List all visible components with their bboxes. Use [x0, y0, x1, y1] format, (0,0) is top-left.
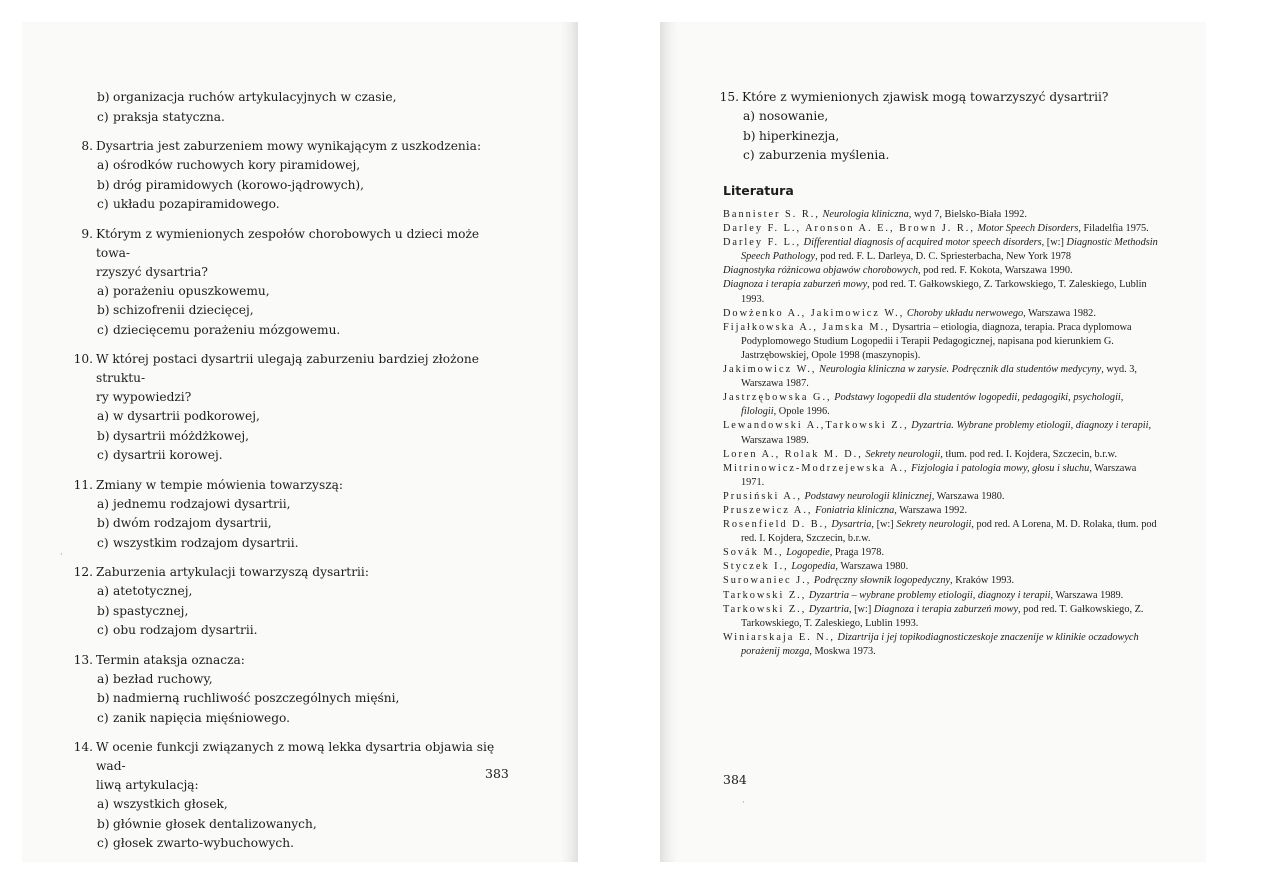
question-7-continuation	[77, 88, 517, 127]
option-letter: c)	[97, 197, 109, 211]
reference-title: Diagnoza i terapia zaburzeń mowy	[723, 279, 868, 291]
option-text: obu rodzajom dysartrii.	[113, 623, 258, 637]
reference-author: Fijałkowska A., Jamska M.,	[723, 321, 890, 333]
option-letter: c)	[97, 710, 109, 725]
question-number: 13.	[73, 652, 93, 667]
reference-detail: , wyd 7, Bielsko-Biała 1992.	[908, 209, 1027, 220]
reference-author: Rosenfield D. B.,	[723, 519, 829, 531]
reference-detail: , [w:]	[871, 519, 897, 531]
reference-author: Prusiński A.,	[723, 490, 802, 502]
reference-detail: , Warszawa 1980.	[931, 490, 1005, 502]
reference-detail: , Praga 1978.	[829, 547, 885, 559]
reference-entry	[723, 363, 1159, 391]
question-stem	[73, 476, 517, 495]
reference-detail: , [w:]	[848, 603, 874, 615]
question-number: 10.	[73, 352, 93, 366]
option-text: atetotycznej,	[113, 584, 193, 598]
reference-entry	[723, 391, 1159, 419]
question-text-line: Którym z wymienionych zespołów chorobowych u dzieci może towa-	[96, 226, 480, 260]
question-15	[719, 88, 1159, 166]
answer-option	[97, 88, 517, 108]
question-text-line: W której postaci dysartrii ulegają zaburzeniu bardziej złożone struktu-	[96, 352, 479, 385]
question-number: 12.	[73, 565, 93, 579]
reference-title: Diagnoza i terapia zaburzeń mowy	[873, 603, 1019, 615]
reference-author: Jastrzębowska G.,	[723, 392, 832, 404]
reference-title: Differential diagnosis of acquired motor speech disorders	[803, 237, 1042, 249]
option-text: dysartrii korowej.	[113, 448, 223, 462]
question-number: 11.	[73, 477, 93, 492]
option-text: schizofrenii dziecięcej,	[113, 303, 254, 317]
option-letter: b)	[97, 177, 110, 192]
reference-title: Choroby układu nerwowego	[906, 307, 1024, 319]
reference-entry	[723, 603, 1159, 631]
option-text: dysartrii móżdżkowej,	[113, 428, 249, 443]
reference-detail: , Warszawa 1992.	[894, 504, 968, 516]
question-text-line: Termin ataksja oznacza:	[96, 652, 245, 667]
question-text: Które z wymienionych zjawisk mogą towarzyszyć dysartrii?	[742, 90, 1109, 104]
option-letter: a)	[97, 584, 110, 598]
option-text: ośrodków ruchowych kory piramidowej,	[113, 158, 361, 172]
reference-entry	[723, 208, 1159, 222]
reference-title: Dizartrija i jej topikodiagnosticzeskoje znaczenije w klinikie oczadowych porażenij mozga	[741, 631, 1139, 657]
option-text: spastycznej,	[113, 603, 189, 618]
option-letter: b)	[97, 816, 110, 831]
question-number: 8.	[81, 139, 93, 153]
option-text: głównie głosek dentalizowanych,	[113, 816, 317, 831]
option-letter: a)	[97, 496, 110, 511]
option-letter: c)	[743, 148, 755, 162]
option-text: dwóm rodzajom dysartrii,	[113, 516, 272, 530]
answer-option	[97, 834, 517, 854]
option-letter: a)	[743, 109, 756, 123]
scan-speck: ·	[60, 550, 63, 560]
reference-title: Neurologia kliniczna w zarysie. Podręcznik dla studentów medycyny	[819, 364, 1102, 376]
answer-option	[97, 195, 517, 215]
answer-option	[97, 709, 517, 729]
option-letter: a)	[97, 671, 110, 686]
reference-title: Dyzartria – wybrane problemy etiologii, diagnozy i terapii	[808, 589, 1051, 601]
reference-detail: , pod red. F. Kokota, Warszawa 1990.	[917, 265, 1073, 277]
reference-title: Sekrety neurologii	[896, 519, 972, 531]
reference-detail: , wyd. 3, Warszawa 1987.	[741, 364, 1138, 390]
reference-author: Loren A., Rolak M. D.,	[723, 448, 863, 460]
reference-detail: , tłum. pod red. I. Kojdera, Szczecin, b.r.w.	[940, 448, 1118, 460]
reference-detail: , Filadelfia 1975.	[1078, 223, 1149, 235]
reference-entry	[723, 448, 1159, 462]
reference-author: Winiarskaja E. N.,	[723, 631, 835, 643]
option-letter: b)	[97, 603, 110, 618]
gutter-shadow-right	[660, 22, 678, 862]
question-stem	[77, 225, 517, 282]
reference-author: Styczek I.,	[723, 561, 789, 573]
question-stem	[73, 350, 517, 407]
option-letter: a)	[97, 409, 110, 423]
reference-author: Tarkowski Z.,	[723, 589, 807, 601]
reference-author: Surowaniec J.,	[723, 575, 812, 587]
question-text-line: Zaburzenia artykulacji towarzyszą dysartrii:	[96, 565, 369, 579]
question-stem	[77, 137, 517, 156]
question-text-line: rzyszyć dysartria?	[96, 264, 208, 279]
scan-speck: ·	[742, 798, 745, 808]
answer-option	[743, 127, 1159, 147]
answer-option	[97, 815, 517, 835]
reference-title: Podstawy neurologii klinicznej	[804, 490, 932, 502]
answer-option	[97, 156, 517, 176]
answer-option	[97, 427, 517, 447]
question-number: 14.	[73, 740, 93, 754]
reference-detail: , Warszawa 1971.	[741, 462, 1137, 488]
answer-option	[743, 146, 1159, 166]
right-page-question	[719, 88, 1159, 166]
answer-option	[97, 407, 517, 427]
answer-option	[97, 495, 517, 515]
option-letter: c)	[97, 836, 109, 850]
reference-detail: , Warszawa 1989.	[741, 420, 1152, 446]
question-text-line: liwą artykulacją:	[96, 778, 199, 792]
option-letter: b)	[97, 428, 110, 443]
option-letter: c)	[97, 535, 109, 550]
reference-entry	[723, 574, 1159, 588]
question-stem	[73, 738, 517, 795]
answer-option	[97, 301, 517, 321]
option-letter: c)	[97, 623, 109, 637]
option-text: bezład ruchowy,	[113, 671, 213, 686]
option-text: dziecięcemu porażeniu mózgowemu.	[113, 322, 341, 337]
reference-author: Pruszewicz A.,	[723, 504, 813, 516]
reference-entry	[723, 236, 1159, 264]
reference-entry	[723, 419, 1159, 447]
reference-detail: , pod red. A Lorena, M. D. Rolaka, tłum. pod red. I. Kojdera, Szczecin, b.r.w.	[741, 519, 1157, 545]
reference-entry	[723, 518, 1159, 546]
answer-option	[97, 582, 517, 602]
question-block	[73, 563, 517, 641]
option-text: wszystkich głosek,	[113, 797, 228, 811]
reference-detail: , pod red. T. Gałkowskiego, Z. Tarkowskiego, T. Zaleskiego, Lublin 1993.	[741, 279, 1147, 305]
option-text: nadmierną ruchliwość poszczególnych mięśni,	[113, 691, 400, 705]
answer-option	[97, 621, 517, 641]
reference-title: Dyzartria	[808, 603, 849, 615]
reference-entry	[723, 490, 1159, 504]
reference-author: Dowżenko A., Jakimowicz W.,	[723, 307, 905, 319]
reference-detail: , Warszawa 1989.	[1050, 589, 1124, 601]
reference-title: Logopedia	[791, 561, 836, 573]
question-block	[77, 225, 517, 341]
option-letter: b)	[97, 303, 110, 317]
reference-entry	[723, 222, 1159, 236]
answer-option	[97, 795, 517, 815]
option-text: zanik napięcia mięśniowego.	[113, 710, 291, 725]
question-block	[73, 651, 517, 729]
reference-author: Bannister S. R.,	[723, 209, 820, 220]
reference-title: Neurologia kliniczna	[822, 209, 909, 220]
question-number: 9.	[81, 226, 93, 241]
reference-title: Diagnostyka różnicowa objawów chorobowych	[723, 265, 918, 277]
answer-option	[97, 282, 517, 302]
reference-entry	[723, 307, 1159, 321]
reference-detail: Dysartria – etiologia, diagnoza, terapia. Praca dyplomowa Podyplomowego Studium Logopedii i Terapii Pedagogicznej, napisana pod kierunkiem G. Jastrzębowskiej, Opole 1998 (maszynopis).	[741, 321, 1132, 361]
answer-option	[97, 108, 517, 128]
reference-entry	[723, 546, 1159, 560]
option-letter: a)	[97, 283, 110, 298]
reference-entry	[723, 560, 1159, 574]
reference-title: Dysartria	[831, 519, 872, 531]
option-text: porażeniu opuszkowemu,	[113, 283, 270, 298]
option-text: jednemu rodzajowi dysartrii,	[113, 496, 291, 511]
reference-title: Diagnostic Methodsin Speech Pathology	[741, 237, 1158, 263]
reference-title: Podstawy logopedii dla studentów logopedii, pedagogiki, psychologii, filologii	[741, 392, 1124, 418]
option-text: układu pozapiramidowego.	[113, 197, 280, 211]
literature-heading: Literatura	[723, 183, 794, 198]
reference-author: Darley F. L.,	[723, 237, 802, 249]
option-letter: b)	[97, 90, 110, 104]
question-text-line: Zmiany w tempie mówienia towarzyszą:	[96, 477, 343, 492]
gutter-shadow-left	[560, 22, 578, 862]
answer-option	[97, 689, 517, 709]
option-letter: c)	[97, 322, 109, 337]
reference-entry	[723, 504, 1159, 518]
question-list	[73, 137, 517, 854]
reference-title: Foniatria kliniczna	[815, 504, 895, 516]
reference-detail: , pod red. T. Gałkowskiego, Z. Tarkowskiego, T. Zaleskiego, Lublin 1993.	[741, 603, 1144, 629]
page-number: 384	[723, 772, 747, 787]
question-stem	[73, 563, 517, 582]
reference-entry	[723, 589, 1159, 603]
option-text: wszystkim rodzajom dysartrii.	[113, 535, 299, 550]
reference-author: Darley F. L., Aronson A. E., Brown J. R.,	[723, 223, 975, 235]
answer-option	[97, 602, 517, 622]
option-letter: a)	[97, 797, 110, 811]
answer-option	[743, 107, 1159, 127]
reference-detail: , Warszawa 1980.	[835, 561, 909, 573]
reference-title: Motor Speech Disorders	[977, 223, 1079, 235]
left-page-questions	[73, 88, 517, 854]
option-letter: b)	[97, 691, 110, 705]
reference-title: Logopedie	[786, 547, 830, 559]
option-text: hiperkinezja,	[759, 128, 840, 143]
reference-detail: , [w:]	[1041, 237, 1067, 249]
reference-detail: , Opole 1996.	[773, 406, 830, 418]
reference-detail: , Warszawa 1982.	[1023, 307, 1096, 319]
answer-option	[97, 176, 517, 196]
question-text-line: Dysartria jest zaburzeniem mowy wynikającym z uszkodzenia:	[96, 139, 482, 153]
reference-entry	[723, 278, 1159, 306]
question-stem	[73, 651, 517, 670]
option-letter: a)	[97, 158, 110, 172]
answer-option	[97, 446, 517, 466]
option-text: dróg piramidowych (korowo-jądrowych),	[113, 177, 365, 192]
answer-option	[97, 321, 517, 341]
reference-title: Dyzartria. Wybrane problemy etiologii, diagnozy i terapii	[911, 420, 1149, 432]
option-text: nosowanie,	[759, 109, 829, 123]
question-number: 15.	[719, 90, 739, 104]
question-text-line: ry wypowiedzi?	[96, 390, 192, 404]
reference-title: Fizjologia i patologia mowy, głosu i słuchu	[911, 462, 1090, 474]
reference-detail: , Moskwa 1973.	[809, 645, 876, 657]
reference-entry	[723, 462, 1159, 490]
reference-detail: , pod red. F. L. Darleya, D. C. Spriesterbacha, New York 1978	[815, 251, 1072, 263]
reference-entry	[723, 321, 1159, 363]
reference-author: Jakimowicz W.,	[723, 364, 817, 376]
answer-option	[97, 534, 517, 554]
reference-author: Sovák M.,	[723, 547, 784, 559]
reference-author: Lewandowski A.,Tarkowski Z.,	[723, 420, 909, 432]
option-text: organizacja ruchów artykulacyjnych w czasie,	[113, 90, 397, 104]
question-block	[77, 137, 517, 215]
option-text: praksja statyczna.	[113, 109, 225, 124]
page-number: 383	[485, 766, 509, 781]
option-text: głosek zwarto-wybuchowych.	[113, 836, 294, 850]
question-text-line: W ocenie funkcji związanych z mową lekka dysartria objawia się wad-	[96, 740, 495, 773]
question-block	[73, 738, 517, 854]
option-letter: b)	[743, 128, 756, 143]
reference-title: Sekrety neurologii	[865, 448, 941, 460]
reference-title: Podręczny słownik logopedyczny	[813, 575, 951, 587]
option-letter: c)	[97, 109, 109, 124]
question-block	[73, 476, 517, 554]
reference-entry	[723, 264, 1159, 278]
reference-detail: , Kraków 1993.	[950, 575, 1015, 587]
option-letter: c)	[97, 448, 109, 462]
reference-entry	[723, 631, 1159, 659]
option-text: zaburzenia myślenia.	[759, 148, 890, 162]
reference-list	[723, 208, 1159, 659]
question-stem	[719, 88, 1159, 107]
option-letter: b)	[97, 516, 110, 530]
reference-author: Mitrinowicz-Modrzejewska A.,	[723, 462, 909, 474]
reference-author: Tarkowski Z.,	[723, 603, 807, 615]
option-text: w dysartrii podkorowej,	[113, 409, 260, 423]
question-block	[73, 350, 517, 466]
answer-option	[97, 670, 517, 690]
answer-option	[97, 514, 517, 534]
